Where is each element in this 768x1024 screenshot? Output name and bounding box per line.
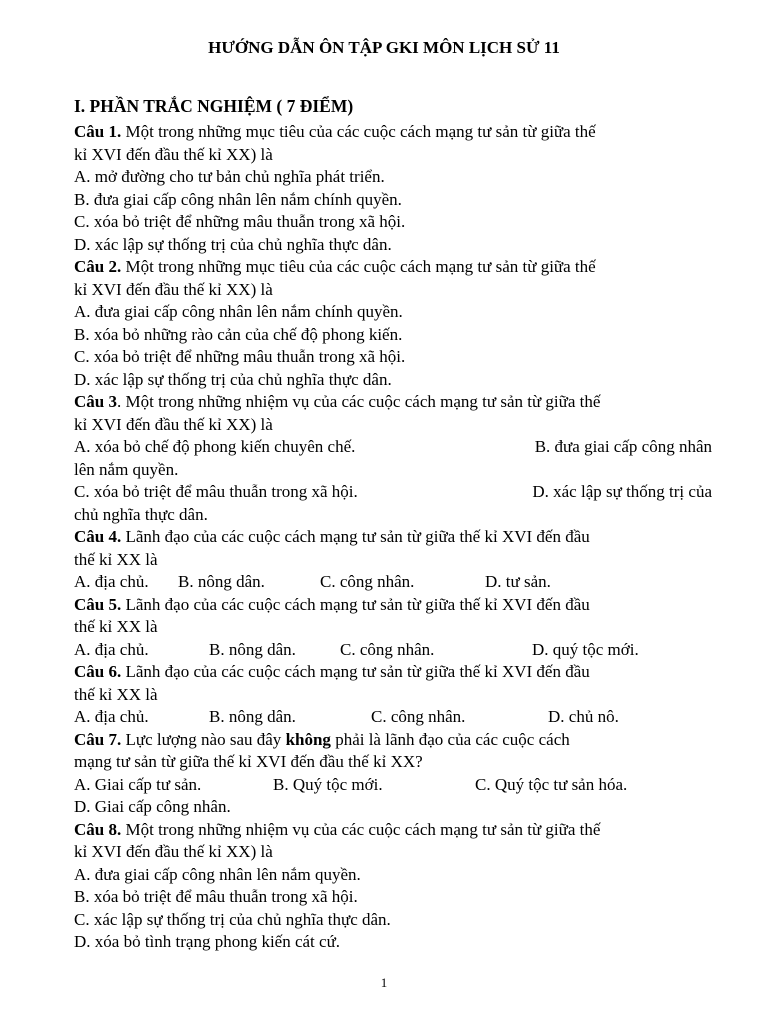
option-c: C. xóa bỏ triệt để những mâu thuẫn trong xã hội. xyxy=(74,347,406,366)
question-label: Câu 3 xyxy=(74,392,117,411)
question-text-cont: kỉ XVI đến đầu thế kỉ XX) là xyxy=(74,842,273,861)
question-text: Lực lượng nào sau đây xyxy=(121,729,286,749)
option-c: C. xóa bỏ triệt để những mâu thuẫn trong xã hội. xyxy=(74,212,406,231)
question-label: Câu 5. xyxy=(74,594,122,614)
option-b: B. nông dân. xyxy=(209,639,296,659)
question-text-cont: mạng tư sản từ giữa thế kỉ XVI đến đầu thế kỉ XX? xyxy=(74,752,423,771)
document-title: HƯỚNG DẪN ÔN TẬP GKI MÔN LỊCH SỬ 11 xyxy=(208,38,560,57)
option-b: B. đưa giai cấp công nhân xyxy=(534,437,712,456)
question-label: Câu 8. xyxy=(74,819,122,839)
option-c: C. công nhân. xyxy=(340,639,435,659)
question-text-cont: thế kỉ XX là xyxy=(74,684,158,704)
option-a: A. địa chủ. xyxy=(74,639,149,659)
question-6 xyxy=(74,661,712,729)
question-8 xyxy=(74,819,712,954)
option-a: A. đưa giai cấp công nhân lên nắm chính quyền. xyxy=(74,302,403,321)
option-a: A. địa chủ. xyxy=(74,572,149,591)
question-2 xyxy=(74,256,712,391)
question-emphasis: không xyxy=(285,729,331,749)
option-b: B. đưa giai cấp công nhân lên nắm chính quyền. xyxy=(74,189,402,209)
option-d: D. xác lập sự thống trị của xyxy=(532,482,712,501)
option-a: A. đưa giai cấp công nhân lên nắm quyền. xyxy=(74,864,361,884)
option-d: D. tư sản. xyxy=(485,572,551,591)
question-text: Một trong những nhiệm vụ của các cuộc cách mạng tư sản từ giữa thế xyxy=(121,819,601,839)
option-b: B. nông dân. xyxy=(209,707,296,726)
option-a: A. xóa bỏ chế độ phong kiến chuyên chế. xyxy=(74,437,356,456)
question-text-cont: thế kỉ XX là xyxy=(74,617,158,636)
option-b: B. nông dân. xyxy=(178,572,265,591)
question-4 xyxy=(74,526,712,594)
question-label: Câu 1. xyxy=(74,122,122,141)
question-text: Lãnh đạo của các cuộc cách mạng tư sản từ giữa thế kỉ XVI đến đầu xyxy=(121,662,590,681)
option-a: A. Giai cấp tư sản. xyxy=(74,774,202,794)
question-text: Một trong những mục tiêu của các cuộc cách mạng tư sản từ giữa thế xyxy=(121,122,596,141)
question-text: Lãnh đạo của các cuộc cách mạng tư sản từ giữa thế kỉ XVI đến đầu xyxy=(121,594,590,614)
option-c: C. Quý tộc tư sản hóa. xyxy=(475,774,628,794)
option-d: D. xác lập sự thống trị của chủ nghĩa thực dân. xyxy=(74,369,392,389)
question-text-cont: kỉ XVI đến đầu thế kỉ XX) là xyxy=(74,144,273,164)
question-label: Câu 6. xyxy=(74,662,122,681)
question-text-cont: thế kỉ XX là xyxy=(74,549,158,569)
question-text-post: phải là lãnh đạo của các cuộc cách xyxy=(330,729,570,749)
question-5 xyxy=(74,594,712,662)
option-c: C. công nhân. xyxy=(320,572,415,591)
question-text-cont: kỉ XVI đến đầu thế kỉ XX) là xyxy=(74,279,273,299)
question-label: Câu 4. xyxy=(74,527,122,546)
option-c: C. xác lập sự thống trị của chủ nghĩa thực dân. xyxy=(74,909,391,929)
option-d: D. quý tộc mới. xyxy=(532,639,639,659)
option-b: B. Quý tộc mới. xyxy=(273,774,383,794)
question-text: . Một trong những nhiệm vụ của các cuộc cách mạng tư sản từ giữa thế xyxy=(116,392,601,411)
option-a: A. địa chủ. xyxy=(74,707,149,726)
question-text: Lãnh đạo của các cuộc cách mạng tư sản từ giữa thế kỉ XVI đến đầu xyxy=(121,527,590,546)
option-b: B. xóa bỏ những rào cản của chế độ phong kiến. xyxy=(74,324,403,344)
option-d: D. chủ nô. xyxy=(548,707,619,726)
question-label: Câu 7. xyxy=(74,729,122,749)
question-text-cont: kỉ XVI đến đầu thế kỉ XX) là xyxy=(74,414,273,434)
option-d-cont: chủ nghĩa thực dân. xyxy=(74,504,208,524)
question-list xyxy=(74,121,712,954)
page-number: 1 xyxy=(380,975,388,990)
question-3 xyxy=(74,391,712,526)
section-heading: I. PHẦN TRẮC NGHIỆM ( 7 ĐIỂM) xyxy=(74,96,354,116)
option-d: D. xóa bỏ tình trạng phong kiến cát cứ. xyxy=(74,932,341,951)
option-a: A. mở đường cho tư bản chủ nghĩa phát triển. xyxy=(74,167,385,186)
question-7 xyxy=(74,729,712,819)
option-d: D. Giai cấp công nhân. xyxy=(74,797,231,816)
option-c: C. xóa bỏ triệt để mâu thuẫn trong xã hội. xyxy=(74,482,358,501)
option-b-cont: lên nắm quyền. xyxy=(74,459,179,479)
question-text: Một trong những mục tiêu của các cuộc cách mạng tư sản từ giữa thế xyxy=(121,257,596,276)
question-label: Câu 2. xyxy=(74,257,122,276)
option-b: B. xóa bỏ triệt để mâu thuẫn trong xã hội. xyxy=(74,887,358,906)
option-d: D. xác lập sự thống trị của chủ nghĩa thực dân. xyxy=(74,234,392,254)
question-1 xyxy=(74,121,712,256)
option-c: C. công nhân. xyxy=(371,707,466,726)
